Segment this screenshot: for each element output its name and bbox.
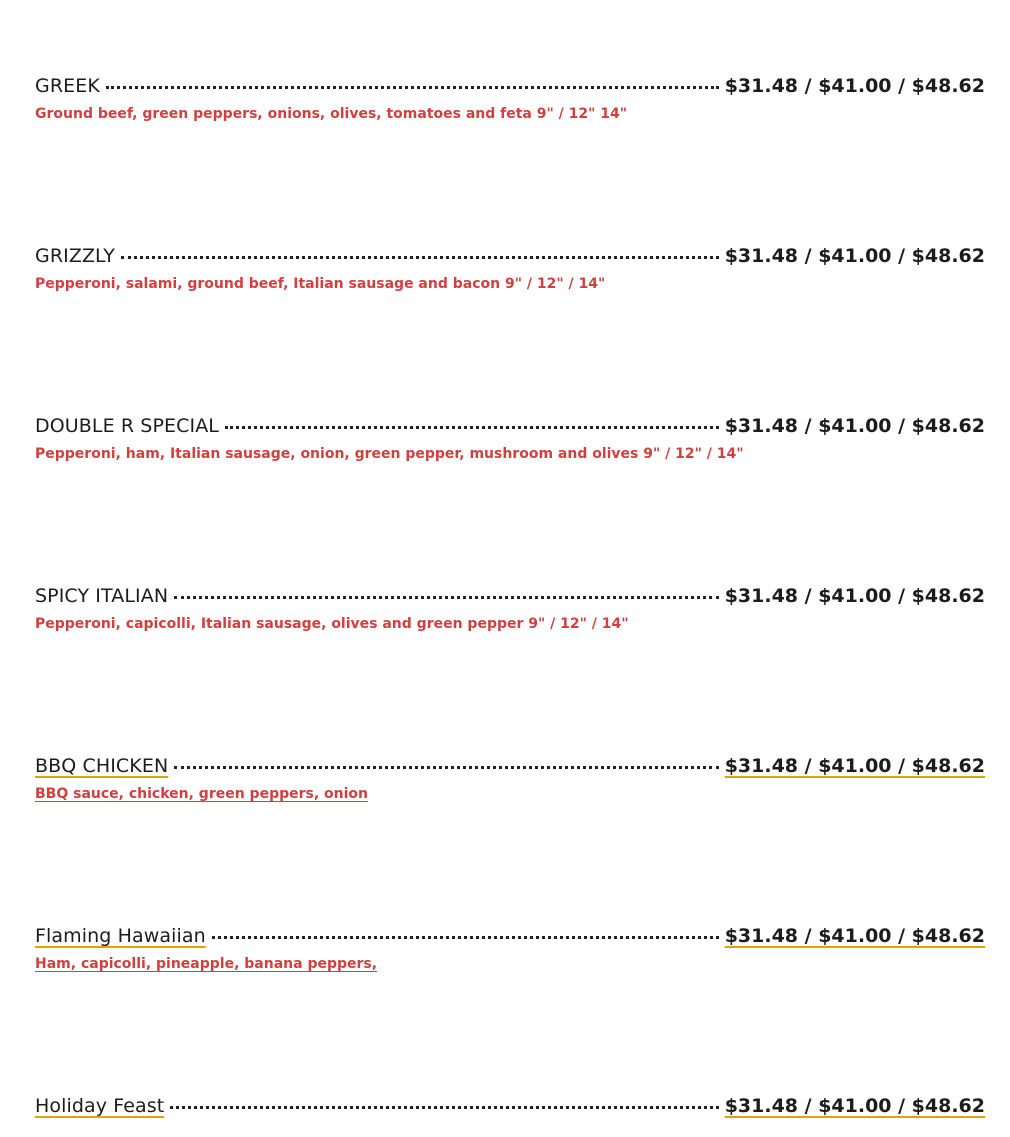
menu-item-name: SPICY ITALIAN xyxy=(35,585,169,607)
dotted-leader xyxy=(174,766,718,769)
menu-item-holiday-feast[interactable] xyxy=(35,1092,985,1126)
menu-item-header[interactable] xyxy=(35,922,985,950)
menu-item-price-link[interactable]: $31.48 / $41.00 / $48.62 xyxy=(724,755,985,777)
dotted-leader xyxy=(170,1106,718,1109)
dotted-leader xyxy=(121,256,719,259)
menu-item-price: $31.48 / $41.00 / $48.62 xyxy=(724,245,985,267)
menu-item-name: GREEK xyxy=(35,75,100,97)
menu-item-greek xyxy=(35,72,985,122)
dotted-leader xyxy=(106,86,719,89)
menu-item-description: Ground beef, green peppers, onions, olives, tomatoes and feta 9" / 12" 14" xyxy=(35,106,628,122)
dotted-leader xyxy=(225,426,719,429)
menu-item-price: $31.48 / $41.00 / $48.62 xyxy=(724,75,985,97)
menu-item-header xyxy=(35,242,985,270)
menu-item-header[interactable] xyxy=(35,1092,985,1120)
menu-item-description: Pepperoni, ham, Italian sausage, onion, green pepper, mushroom and olives 9" / 12" / 14" xyxy=(35,446,744,462)
menu-item-description-link[interactable]: Ham, capicolli, pineapple, banana peppers, xyxy=(35,956,378,972)
menu-item-price-link[interactable]: $31.48 / $41.00 / $48.62 xyxy=(724,1095,985,1117)
menu-item-header xyxy=(35,72,985,100)
menu-item-double-r-special xyxy=(35,412,985,462)
menu-item-flaming-hawaiian[interactable] xyxy=(35,922,985,972)
menu-item-header xyxy=(35,412,985,440)
menu-item-description: Pepperoni, capicolli, Italian sausage, olives and green pepper 9" / 12" / 14" xyxy=(35,616,629,632)
menu-item-name-link[interactable]: Holiday Feast xyxy=(35,1095,165,1117)
menu-item-price: $31.48 / $41.00 / $48.62 xyxy=(724,415,985,437)
menu-item-name-link[interactable]: BBQ CHICKEN xyxy=(35,755,169,777)
dotted-leader xyxy=(212,936,719,939)
menu-item-grizzly xyxy=(35,242,985,292)
menu-item-name: GRIZZLY xyxy=(35,245,115,267)
menu-item-header[interactable] xyxy=(35,752,985,780)
dotted-leader xyxy=(174,596,719,599)
menu-item-price-link[interactable]: $31.48 / $41.00 / $48.62 xyxy=(724,925,985,947)
menu-item-name-link[interactable]: Flaming Hawaiian xyxy=(35,925,206,947)
menu-item-description-link[interactable]: BBQ sauce, chicken, green peppers, onion xyxy=(35,786,369,802)
menu-item-header xyxy=(35,582,985,610)
menu-item-description: Pepperoni, salami, ground beef, Italian sausage and bacon 9" / 12" / 14" xyxy=(35,276,606,292)
menu-item-bbq-chicken[interactable] xyxy=(35,752,985,802)
menu-item-name: DOUBLE R SPECIAL xyxy=(35,415,219,437)
menu-item-price: $31.48 / $41.00 / $48.62 xyxy=(724,585,985,607)
menu-item-spicy-italian xyxy=(35,582,985,632)
